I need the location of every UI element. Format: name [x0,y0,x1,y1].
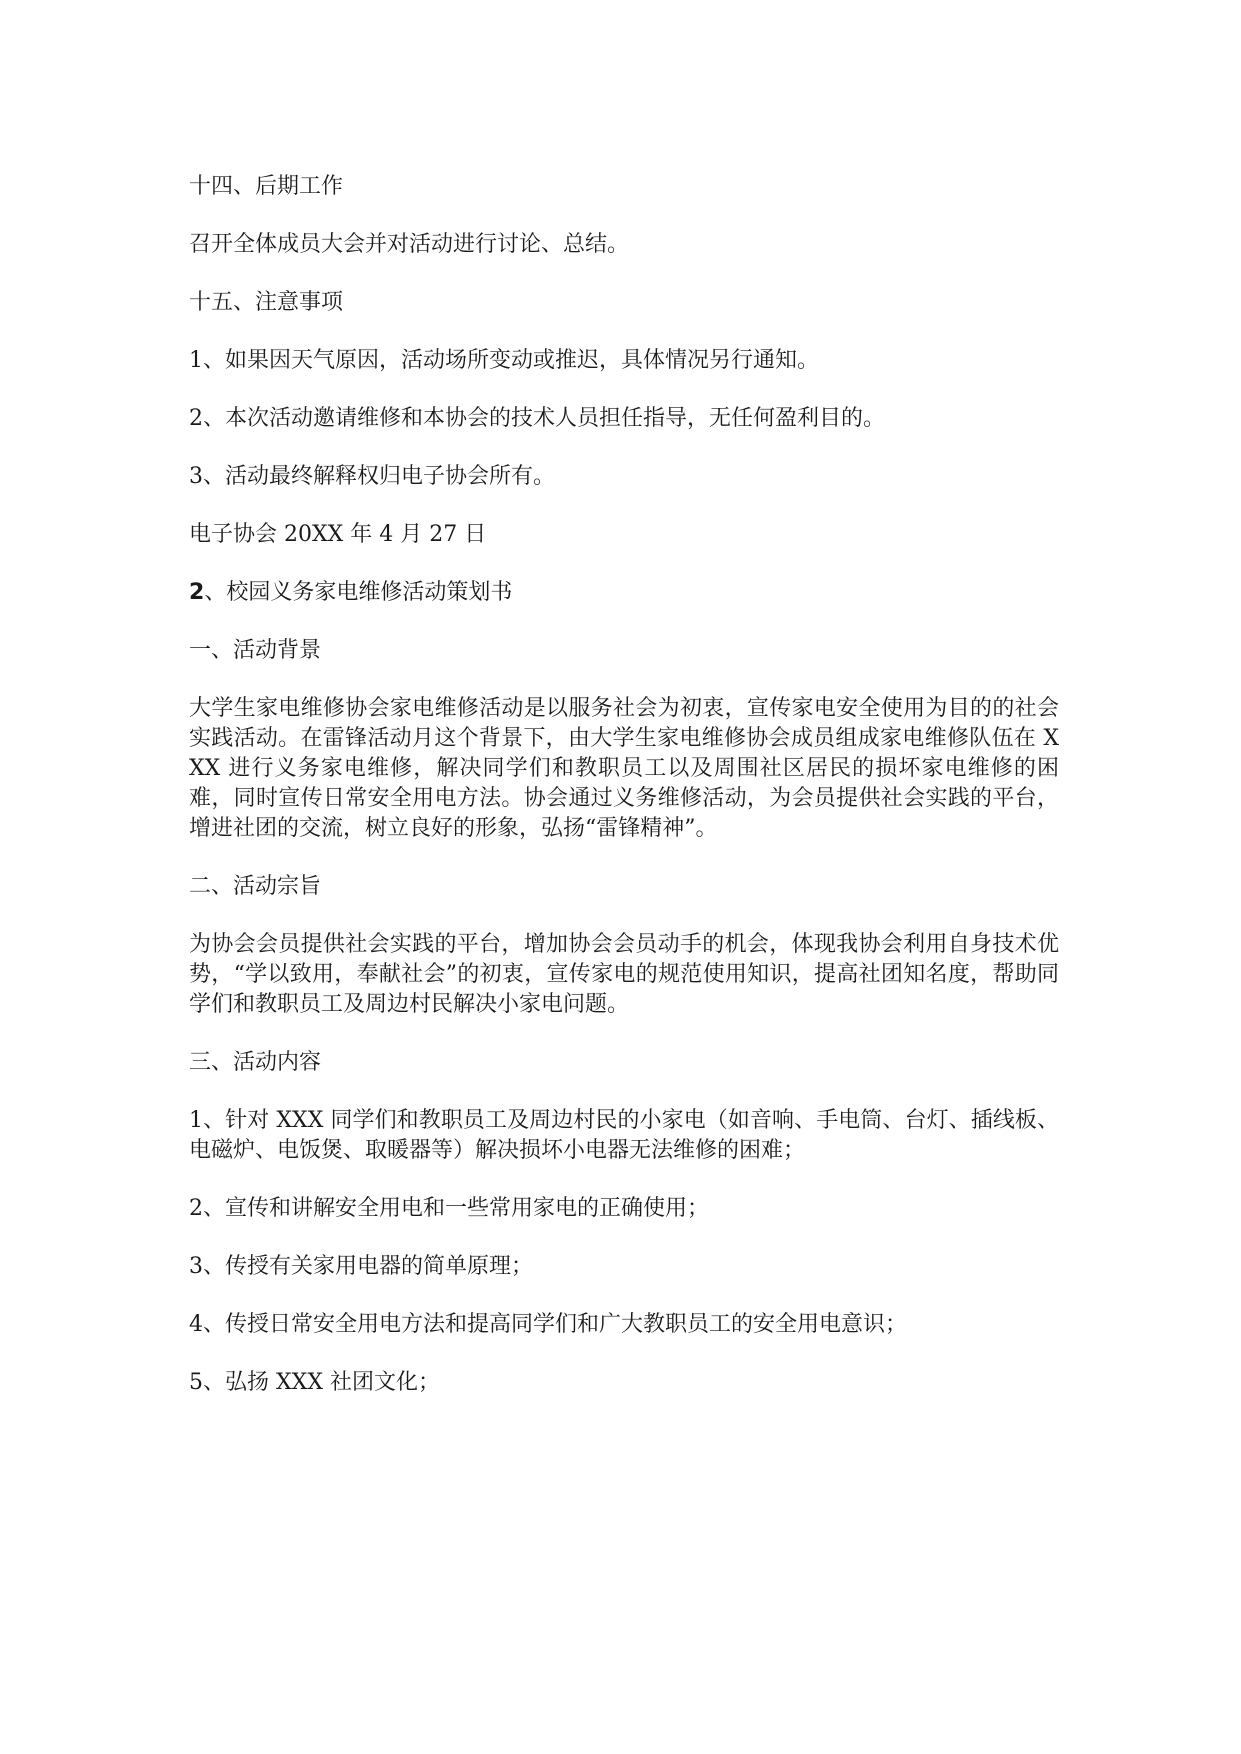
section-2-title [189,578,512,608]
content-item-3: 3、传授有关家用电器的简单原理； [189,1254,533,1279]
notice-item-2: 2、本次活动邀请维修和本协会的技术人员担任指导，无任何盈利目的。 [189,406,885,431]
content-item-2: 2、宣传和讲解安全用电和一些常用家电的正确使用； [189,1196,709,1221]
content-item-4: 4、传授日常安全用电方法和提高同学们和广大教职员工的安全用电意识； [189,1312,907,1337]
heading-activity-content: 三、活动内容 [189,1050,322,1075]
notice-item-1: 1、如果因天气原因，活动场所变动或推迟，具体情况另行通知。 [189,348,819,373]
heading-section-14: 十四、后期工作 [189,174,344,199]
signature-date: 电子协会 20XX 年 4 月 27 日 [189,522,487,547]
paragraph-summary-meeting: 召开全体成员大会并对活动进行讨论、总结。 [189,232,630,257]
heading-activity-purpose: 二、活动宗旨 [189,874,322,899]
notice-item-3: 3、活动最终解释权归电子协会所有。 [189,464,555,489]
heading-section-15: 十五、注意事项 [189,290,344,315]
content-item-5: 5、弘扬 XXX 社团文化； [189,1370,440,1395]
section-2-number: 2 [189,580,205,605]
content-item-1: 1、针对 XXX 同学们和教职员工及周边村民的小家电（如音响、手电筒、台灯、插线板、电磁炉、电饭煲、取暖器等）解决损坏小电器无法维修的困难； [189,1108,1059,1163]
paragraph-activity-purpose: 为协会会员提供社会实践的平台，增加协会会员动手的机会，体现我协会利用自身技术优势，“学以致用，奉献社会”的初衷，宣传家电的规范使用知识，提高社团知名度，帮助同学们和教职员工及周边村民解决小家电问题。 [189,932,1059,1017]
paragraph-activity-background: 大学生家电维修协会家电维修活动是以服务社会为初衷，宣传家电安全使用为目的的社会实践活动。在雷锋活动月这个背景下，由大学生家电维修协会成员组成家电维修队伍在 XXX 进行义务家电维修，解决同学们和教职员工以及周围社区居民的损坏家电维修的困难，同时宣传日常安全用电方法。协会通过义务维修活动，为会员提供社会实践的平台，增进社团的交流，树立良好的形象，弘扬“雷锋精神”。 [189,696,1059,841]
section-2-title-text: 、校园义务家电维修活动策划书 [204,580,513,605]
heading-activity-background: 一、活动背景 [189,638,322,663]
